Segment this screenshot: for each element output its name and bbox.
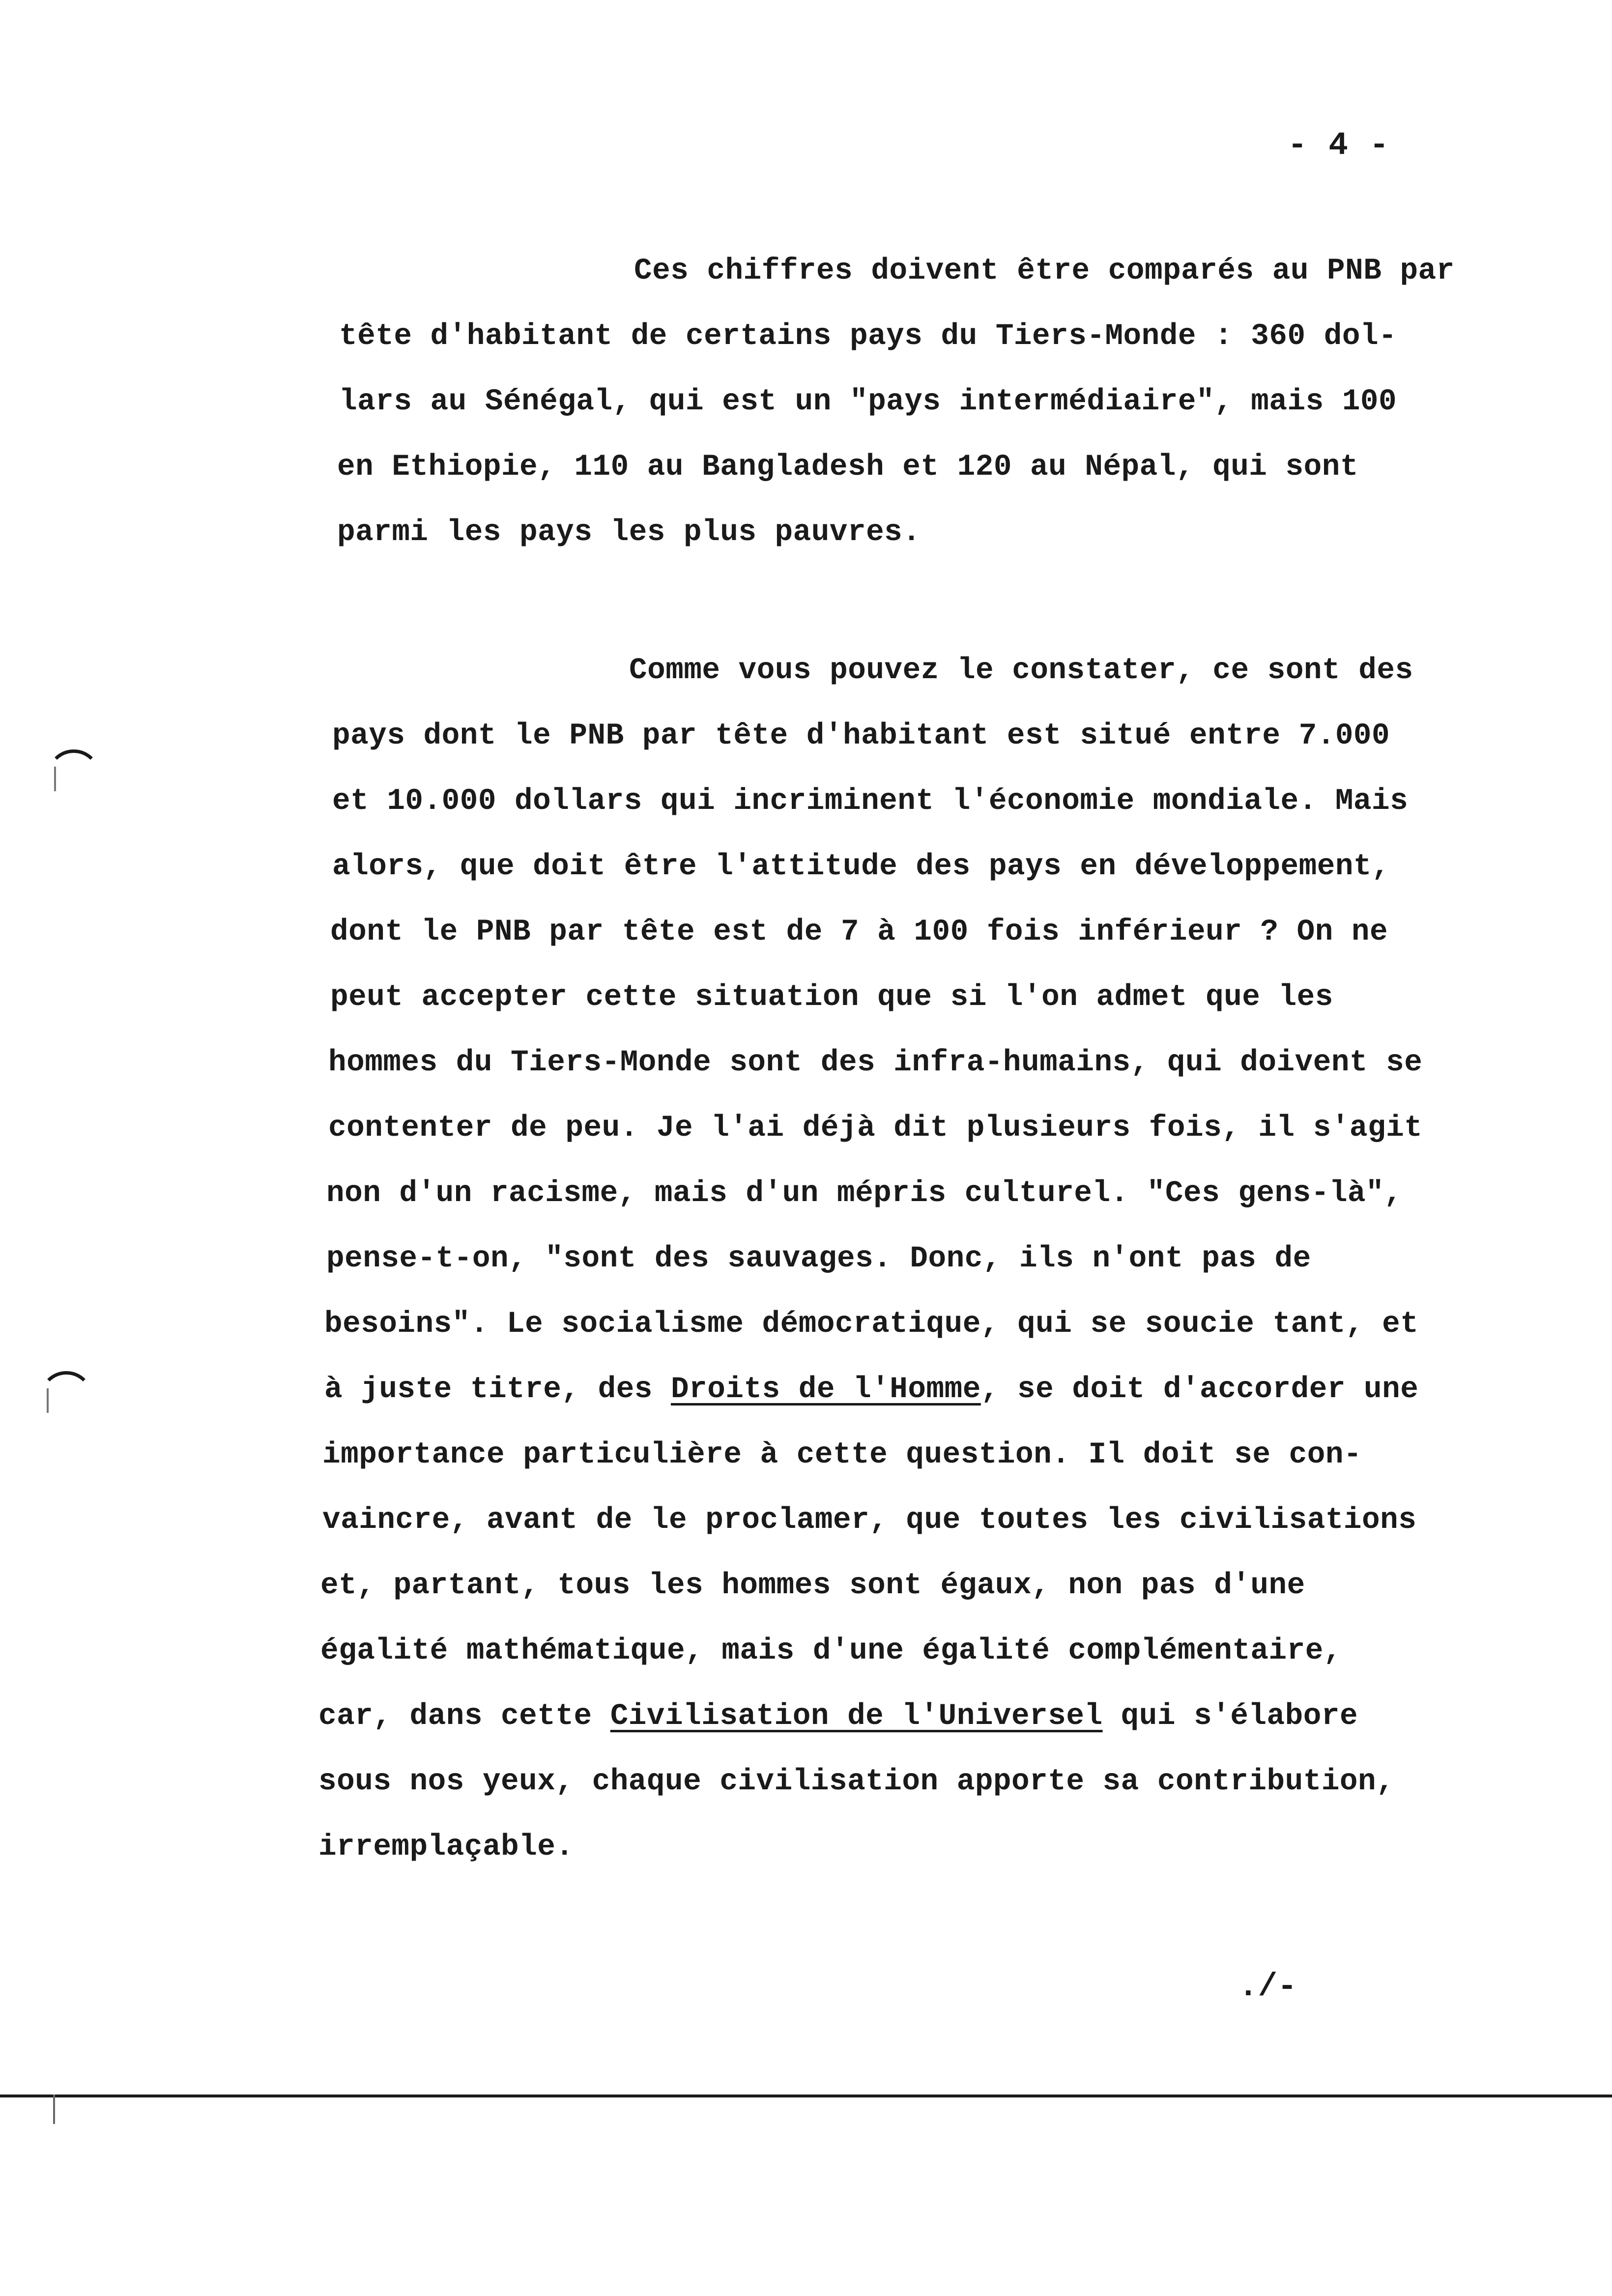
text-line-with-underline: [318, 1697, 1358, 1736]
text-line: parmi les pays les plus pauvres.: [337, 516, 921, 549]
text-line: et 10.000 dollars qui incriminent l'économie mondiale. Mais: [332, 784, 1409, 818]
text-line: sous nos yeux, chaque civilisation apporte sa contribution,: [318, 1765, 1395, 1799]
text-line-with-underline: [324, 1370, 1418, 1409]
text-line: vaincre, avant de le proclamer, que toutes les civilisations: [322, 1503, 1417, 1537]
text-line: pense-t-on, "sont des sauvages. Donc, ils n'ont pas de: [326, 1242, 1311, 1276]
text-segment: qui s'élabore: [1102, 1699, 1358, 1733]
text-line: importance particulière à cette question. Il doit se con-: [322, 1438, 1362, 1472]
continuation-mark: ./-: [1238, 1968, 1297, 2005]
punch-hole-bottom-stem: [47, 1388, 49, 1413]
text-line: besoins". Le socialisme démocratique, qui se soucie tant, et: [324, 1307, 1419, 1341]
text-line: hommes du Tiers-Monde sont des infra-humains, qui doivent se: [328, 1046, 1423, 1080]
underlined-civilisation-de-l-universel: Civilisation de l'Universel: [610, 1699, 1103, 1733]
text-line: Ces chiffres doivent être comparés au PNB par: [634, 254, 1455, 288]
text-line: Comme vous pouvez le constater, ce sont des: [629, 654, 1413, 688]
text-line: tête d'habitant de certains pays du Tiers-Monde : 360 dol-: [339, 319, 1397, 353]
text-line: peut accepter cette situation que si l'on admet que les: [330, 980, 1333, 1014]
text-line: égalité mathématique, mais d'une égalité complémentaire,: [320, 1634, 1342, 1668]
underlined-droits-de-l-homme: Droits de l'Homme: [671, 1373, 981, 1406]
punch-hole-top-stem: [54, 767, 56, 791]
text-segment: car, dans cette: [318, 1699, 610, 1733]
text-line: irremplaçable.: [318, 1830, 574, 1864]
text-line: dont le PNB par tête est de 7 à 100 fois inférieur ? On ne: [330, 915, 1388, 949]
text-line: en Ethiopie, 110 au Bangladesh et 120 au Népal, qui sont: [337, 450, 1358, 484]
bottom-rule: [0, 2095, 1612, 2097]
text-line: alors, que doit être l'attitude des pays en développement,: [332, 850, 1390, 884]
text-line: contenter de peu. Je l'ai déjà dit plusieurs fois, il s'agit: [328, 1111, 1423, 1145]
text-line: non d'un racisme, mais d'un mépris culturel. "Ces gens-là",: [326, 1177, 1403, 1210]
text-line: pays dont le PNB par tête d'habitant est situé entre 7.000: [332, 719, 1390, 753]
page-number: - 4 -: [1288, 127, 1390, 164]
text-segment: , se doit d'accorder une: [980, 1373, 1419, 1406]
text-line: lars au Sénégal, qui est un "pays intermédiaire", mais 100: [339, 385, 1397, 419]
text-segment: à juste titre, des: [324, 1373, 671, 1406]
bottom-rule-tick: [53, 2095, 55, 2124]
text-line: et, partant, tous les hommes sont égaux, non pas d'une: [320, 1569, 1305, 1603]
